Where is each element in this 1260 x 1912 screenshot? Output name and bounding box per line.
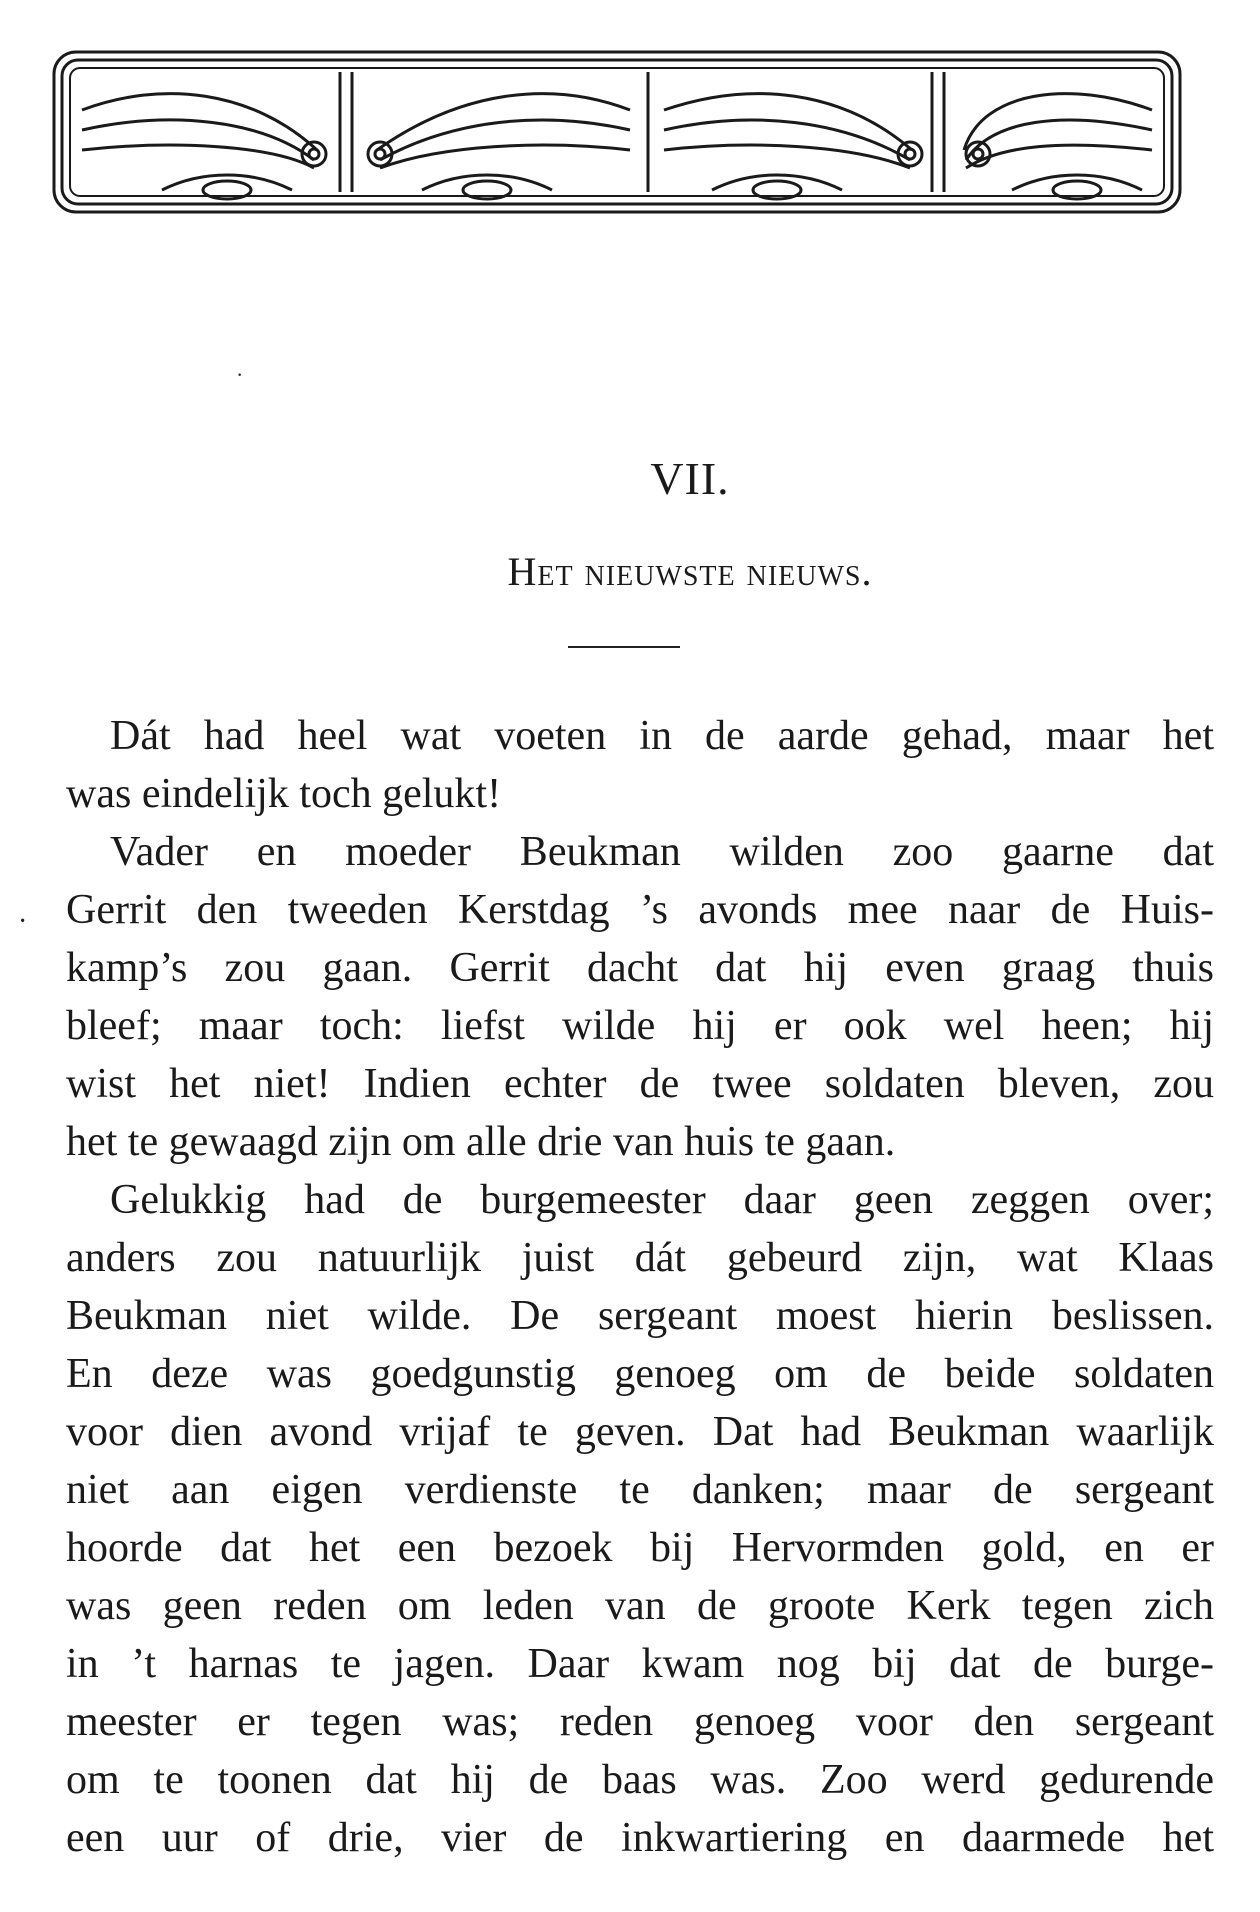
text-line: Vader en moeder Beukman wilden zoo gaarne dat	[110, 829, 1214, 875]
text-line: het te gewaagd zijn om alle drie van huis te gaan.	[66, 1119, 896, 1165]
title-rule	[568, 646, 680, 648]
ink-speck: ·	[236, 362, 244, 387]
text-line: Beukman niet wilde. De sergeant moest hierin beslissen.	[66, 1293, 1214, 1339]
text-line: niet aan eigen verdienste te danken; maar de sergeant	[66, 1467, 1214, 1513]
text-line: En deze was goedgunstig genoeg om de beide soldaten	[66, 1351, 1214, 1397]
text-line: om te toonen dat hij de baas was. Zoo werd gedurende	[66, 1757, 1214, 1803]
margin-mark: ·	[18, 906, 28, 937]
chapter-title: Het nieuwste nieuws.	[507, 549, 873, 594]
text-line: was eindelijk toch gelukt!	[66, 771, 502, 817]
text-line: was geen reden om leden van de groote Kerk tegen zich	[66, 1583, 1214, 1629]
text-line: wist het niet! Indien echter de twee soldaten bleven, zou	[66, 1061, 1214, 1107]
text-line: Gerrit den tweeden Kerstdag ’s avonds mee naar de Huis-	[66, 887, 1214, 933]
text-line: in ’t harnas te jagen. Daar kwam nog bij dat de burge-	[66, 1641, 1214, 1687]
chapter-number: VII.	[650, 453, 730, 504]
text-line: een uur of drie, vier de inkwartiering en daarmede het	[66, 1815, 1214, 1861]
text-line: Dát had heel wat voeten in de aarde gehad, maar het	[110, 713, 1214, 759]
decorative-header-ornament	[52, 50, 1182, 215]
text-line: anders zou natuurlijk juist dát gebeurd zijn, wat Klaas	[66, 1235, 1214, 1281]
text-line: hoorde dat het een bezoek bij Hervormden gold, en er	[66, 1525, 1214, 1571]
text-line: kamp’s zou gaan. Gerrit dacht dat hij even graag thuis	[66, 945, 1214, 991]
text-line: bleef; maar toch: liefst wilde hij er ook wel heen; hij	[66, 1003, 1214, 1049]
text-line: voor dien avond vrijaf te geven. Dat had Beukman waarlijk	[66, 1409, 1214, 1455]
text-line: Gelukkig had de burgemeester daar geen zeggen over;	[110, 1177, 1214, 1223]
text-line: meester er tegen was; reden genoeg voor den sergeant	[66, 1699, 1214, 1745]
